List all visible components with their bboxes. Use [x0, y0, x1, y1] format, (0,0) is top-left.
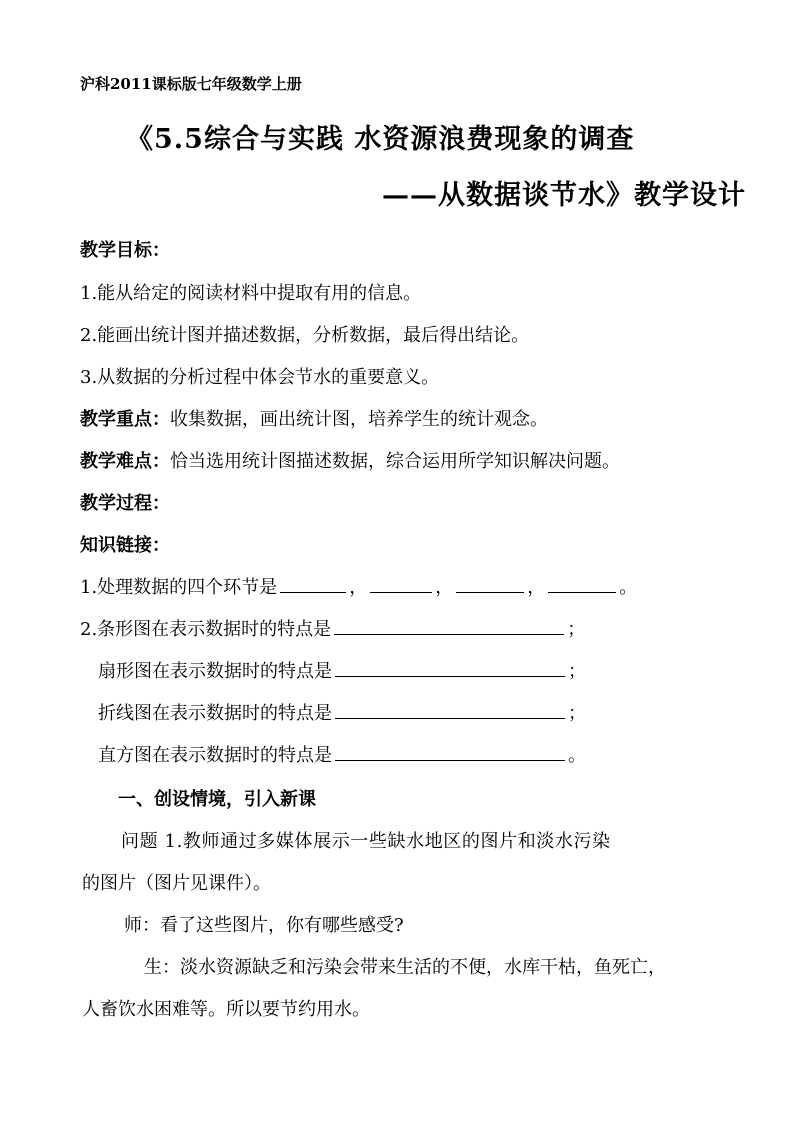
objective-item: 2.能画出统计图并描述数据，分析数据，最后得出结论。 — [80, 325, 530, 346]
period: 。 — [568, 745, 586, 766]
question-2-item — [98, 657, 586, 683]
objective-item: 1.能从给定的阅读材料中提取有用的信息。 — [80, 283, 422, 304]
semicolon: ； — [568, 703, 586, 724]
process-heading: 教学过程： — [80, 493, 170, 514]
question-2-item — [80, 615, 585, 641]
key-points-text: 收集数据，画出统计图，培养学生的统计观念。 — [170, 409, 548, 430]
title-line-1: 《5.5综合与实践 水资源浪费现象的调查 — [126, 124, 635, 155]
answer-blank[interactable] — [335, 660, 565, 677]
answer-blank[interactable] — [335, 702, 565, 719]
comma: ， — [435, 577, 454, 598]
key-points-label: 教学重点： — [80, 409, 170, 430]
teacher-line: 师：看了这些图片，你有哪些感受? — [124, 915, 404, 936]
book-header: 沪科2011课标版七年级数学上册 — [80, 75, 302, 93]
answer-blank[interactable] — [334, 618, 564, 635]
title-line-2: ——从数据谈节水》教学设计 — [382, 180, 746, 211]
question-1 — [80, 573, 637, 599]
difficulty-text: 恰当选用统计图描述数据，综合运用所学知识解决问题。 — [170, 451, 620, 472]
section-1-heading: 一、创设情境，引入新课 — [118, 789, 316, 810]
knowledge-heading: 知识链接： — [80, 535, 170, 556]
comma: ， — [527, 577, 546, 598]
answer-blank[interactable] — [370, 576, 432, 593]
comma: ， — [349, 577, 368, 598]
chart-feature-text: 折线图在表示数据时的特点是 — [98, 703, 332, 724]
objectives-heading: 教学目标： — [80, 240, 170, 261]
problem-1-line: 问题 1.教师通过多媒体展示一些缺水地区的图片和淡水污染 — [121, 831, 611, 852]
key-points — [80, 405, 548, 431]
student-line: 人畜饮水困难等。所以要节约用水。 — [82, 999, 370, 1020]
question-1-text: 1.处理数据的四个环节是 — [80, 577, 278, 598]
difficulty — [80, 447, 620, 473]
semicolon: ； — [568, 661, 586, 682]
period: 。 — [619, 577, 638, 598]
objective-item: 3.从数据的分析过程中体会节水的重要意义。 — [80, 367, 440, 388]
answer-blank[interactable] — [280, 576, 346, 593]
difficulty-label: 教学难点： — [80, 451, 170, 472]
question-2-item — [98, 741, 586, 767]
chart-feature-text: 扇形图在表示数据时的特点是 — [98, 661, 332, 682]
answer-blank[interactable] — [456, 576, 524, 593]
chart-feature-text: 2.条形图在表示数据时的特点是 — [80, 619, 332, 640]
question-2-item — [98, 699, 586, 725]
student-line: 生：淡水资源缺乏和污染会带来生活的不便，水库干枯，鱼死亡， — [144, 957, 666, 978]
semicolon: ； — [567, 619, 586, 640]
answer-blank[interactable] — [335, 744, 565, 761]
answer-blank[interactable] — [548, 576, 616, 593]
problem-1-line: 的图片（图片见课件）。 — [82, 873, 271, 894]
chart-feature-text: 直方图在表示数据时的特点是 — [98, 745, 332, 766]
